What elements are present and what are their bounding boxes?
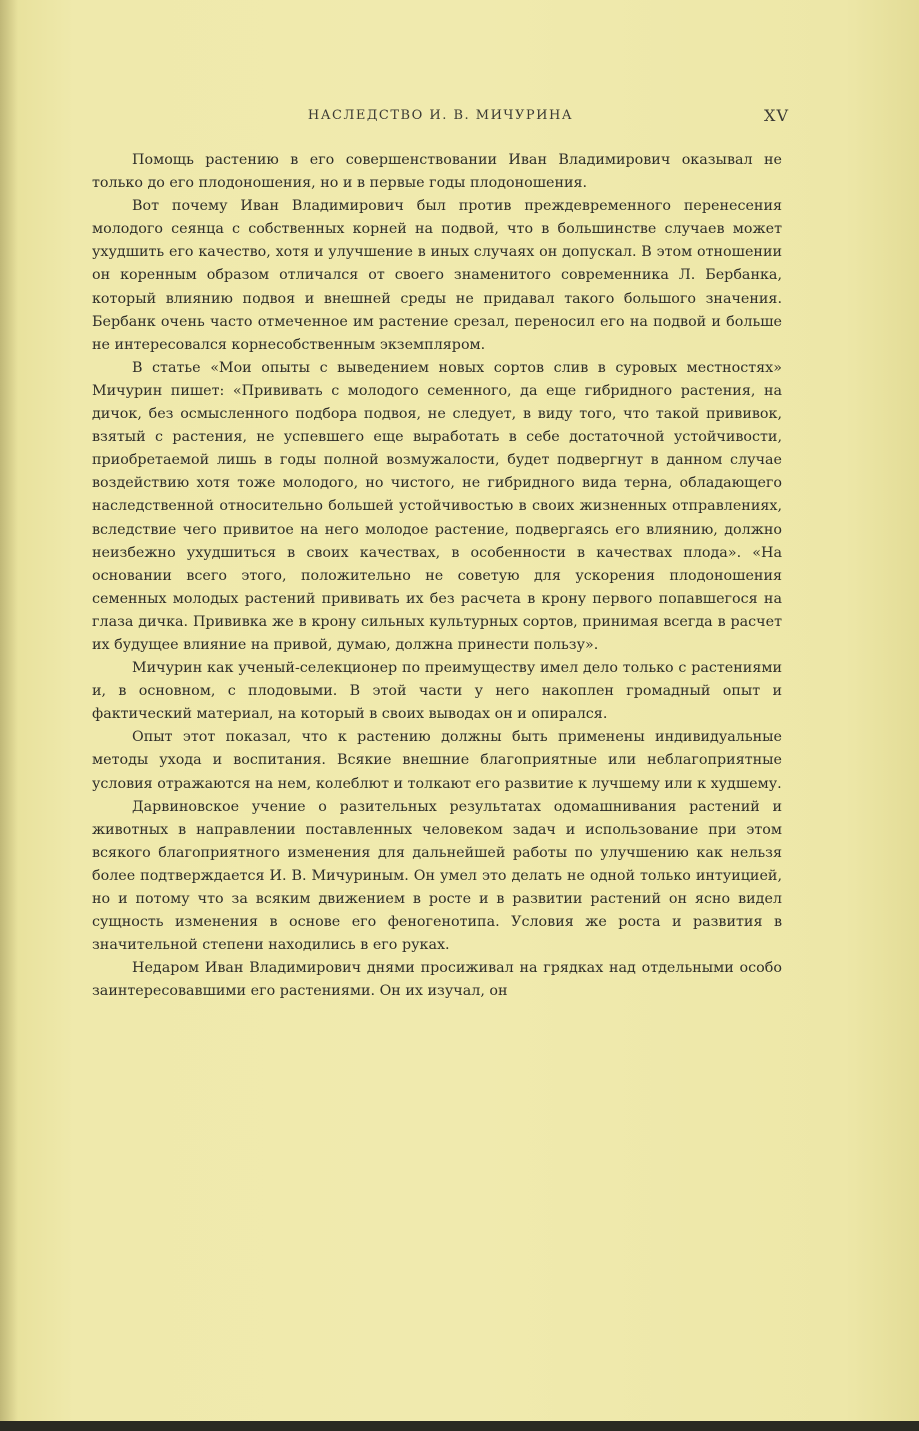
paragraph: Дарвиновское учение о разительных результатах одомашнивания растений и животных в направлении поставленных человеком задач и использование при этом всякого благоприятного изменения для дальнейшей работы по улучшению как нельзя более подтверждается И. В. Мичуриным. Он умел это делать не одной только интуицией, но и потому что за всяким движением в росте и в развитии растений он ясно видел сущность изменения в основе его феногенотипа. Условия же роста и развития в значительной степени находились в его руках.: [92, 798, 782, 954]
page-header: [92, 106, 789, 130]
paragraph: Помощь растению в его совершенствовании Иван Владимирович оказывал не только до его плодоношения, но и в первые годы плодоношения.: [92, 152, 782, 192]
paragraph: Опыт этот показал, что к растению должны быть применены индивидуальные методы ухода и воспитания. Всякие внешние благоприятные или неблагоприятные условия отражаются на нем, колеблют и толкают его развитие к лучшему или к худшему.: [92, 729, 782, 792]
binding-shadow: [0, 0, 18, 1431]
text-body: [92, 149, 782, 1003]
paragraph: Мичурин как ученый-селекционер по преимуществу имел дело только с растениями и, в основном, с плодовыми. В этой части у него накоплен громадный опыт и фактический материал, на который в своих выводах он и опирался.: [92, 660, 782, 723]
page-number: XV: [764, 106, 789, 125]
paragraph: В статье «Мои опыты с выведением новых сортов слив в суровых местностях» Мичурин пишет: «Прививать с молодого семенного, да еще гибридного растения, на дичок, без осмысленного подбора подвоя, не следует, в виду того, что такой прививок, взятый с растения, не успевшего еще выработать в себе достаточной устойчивости, приобретаемой лишь в годы полной возмужалости, будет подвергнут в данном случае воздействию хотя тоже молодого, но чистого, не гибридного вида терна, обладающего наследственной относительно большей устойчивостью в своих жизненных отправлениях, вследствие чего привитое на него молодое растение, подвергаясь его влиянию, должно неизбежно ухудшиться в своих качествах, в особенности в качествах плода». «На основании всего этого, положительно не советую для ускорения плодоношения семенных молодых растений прививать их без расчета в крону первого попавшегося на глаза дичка. Прививка же в крону сильных культурных сортов, принимая всегда в расчет их будущее влияние на привой, думаю, должна принести пользу».: [92, 359, 782, 653]
scan-edge: [0, 1421, 919, 1431]
paragraph: Недаром Иван Владимирович днями просиживал на грядках над отдельными особо заинтересовавшими его растениями. Он их изучал, он: [92, 960, 782, 1000]
running-title: НАСЛЕДСТВО И. В. МИЧУРИНА: [307, 108, 574, 123]
paragraph: Вот почему Иван Владимирович был против преждевременного перенесения молодого сеянца с собственных корней на подвой, что в большинстве случаев может ухудшить его качество, хотя и улучшение в иных случаях он допускал. В этом отношении он коренным образом отличался от своего знаменитого современника Л. Бербанка, который влиянию подвоя и внешней среды не придавал такого большого значения. Бербанк очень часто отмеченное им растение срезал, переносил его на подвой и больше не интересовался корнесобственным экземпляром.: [92, 198, 782, 353]
